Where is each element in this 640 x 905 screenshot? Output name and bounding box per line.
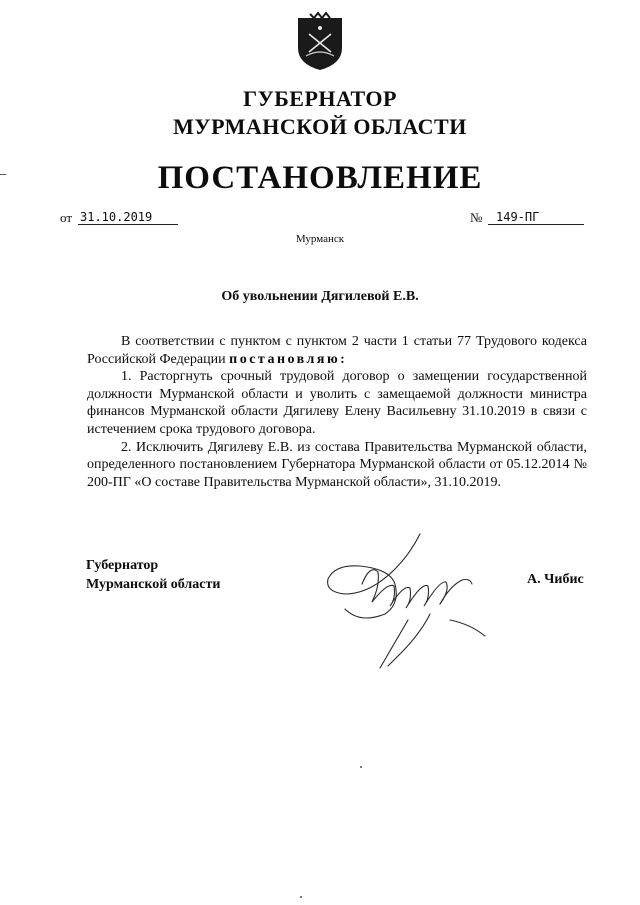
intro-text: В соответствии с пунктом с пунктом 2 части 1 статьи 77 Трудового кодекса Российской Федерации (87, 334, 587, 367)
signer-title-line2: Мурманской области (86, 577, 221, 592)
scan-speck (360, 766, 362, 768)
margin-mark (0, 174, 6, 175)
handwritten-signature (300, 524, 510, 674)
decree-word: постановляю: (229, 351, 348, 367)
item-2-paragraph: 2. Исключить Дягилеву Е.В. из состава Правительства Мурманской области, определенного постановлением Губернатора Мурманской области от 05.12.2014 № 200-ПГ «О составе Правительства Мурманской области», 31.10.2019. (87, 439, 587, 490)
date-prefix: от (60, 210, 73, 225)
signer-name: А. Чибис (527, 572, 584, 587)
signer-title-line1: Губернатор (86, 558, 159, 573)
city-label: Мурманск (295, 233, 345, 245)
document-body (87, 333, 587, 491)
document-number: 149-ПГ (488, 210, 584, 225)
signer-title (86, 556, 220, 594)
document-subject: Об увольнении Дягилевой Е.В. (221, 289, 419, 304)
scan-speck (300, 896, 302, 898)
document-type-title: ПОСТАНОВЛЕНИЕ (157, 160, 483, 196)
intro-paragraph (87, 333, 587, 368)
document-date: 31.10.2019 (78, 210, 178, 225)
number-prefix: № (470, 210, 483, 225)
org-title-line1: ГУБЕРНАТОР (243, 86, 397, 111)
item-1-paragraph: 1. Расторгнуть срочный трудовой договор о замещении государственной должности Мурманской области и уволить с замещаемой должности министра финансов Мурманской области Дягилеву Елену Васильевну 31.10.2019 в связи с истечением срока трудового договора. (87, 369, 587, 437)
org-title-line2: МУРМАНСКОЙ ОБЛАСТИ (173, 114, 467, 139)
coat-of-arms-icon (296, 12, 344, 72)
